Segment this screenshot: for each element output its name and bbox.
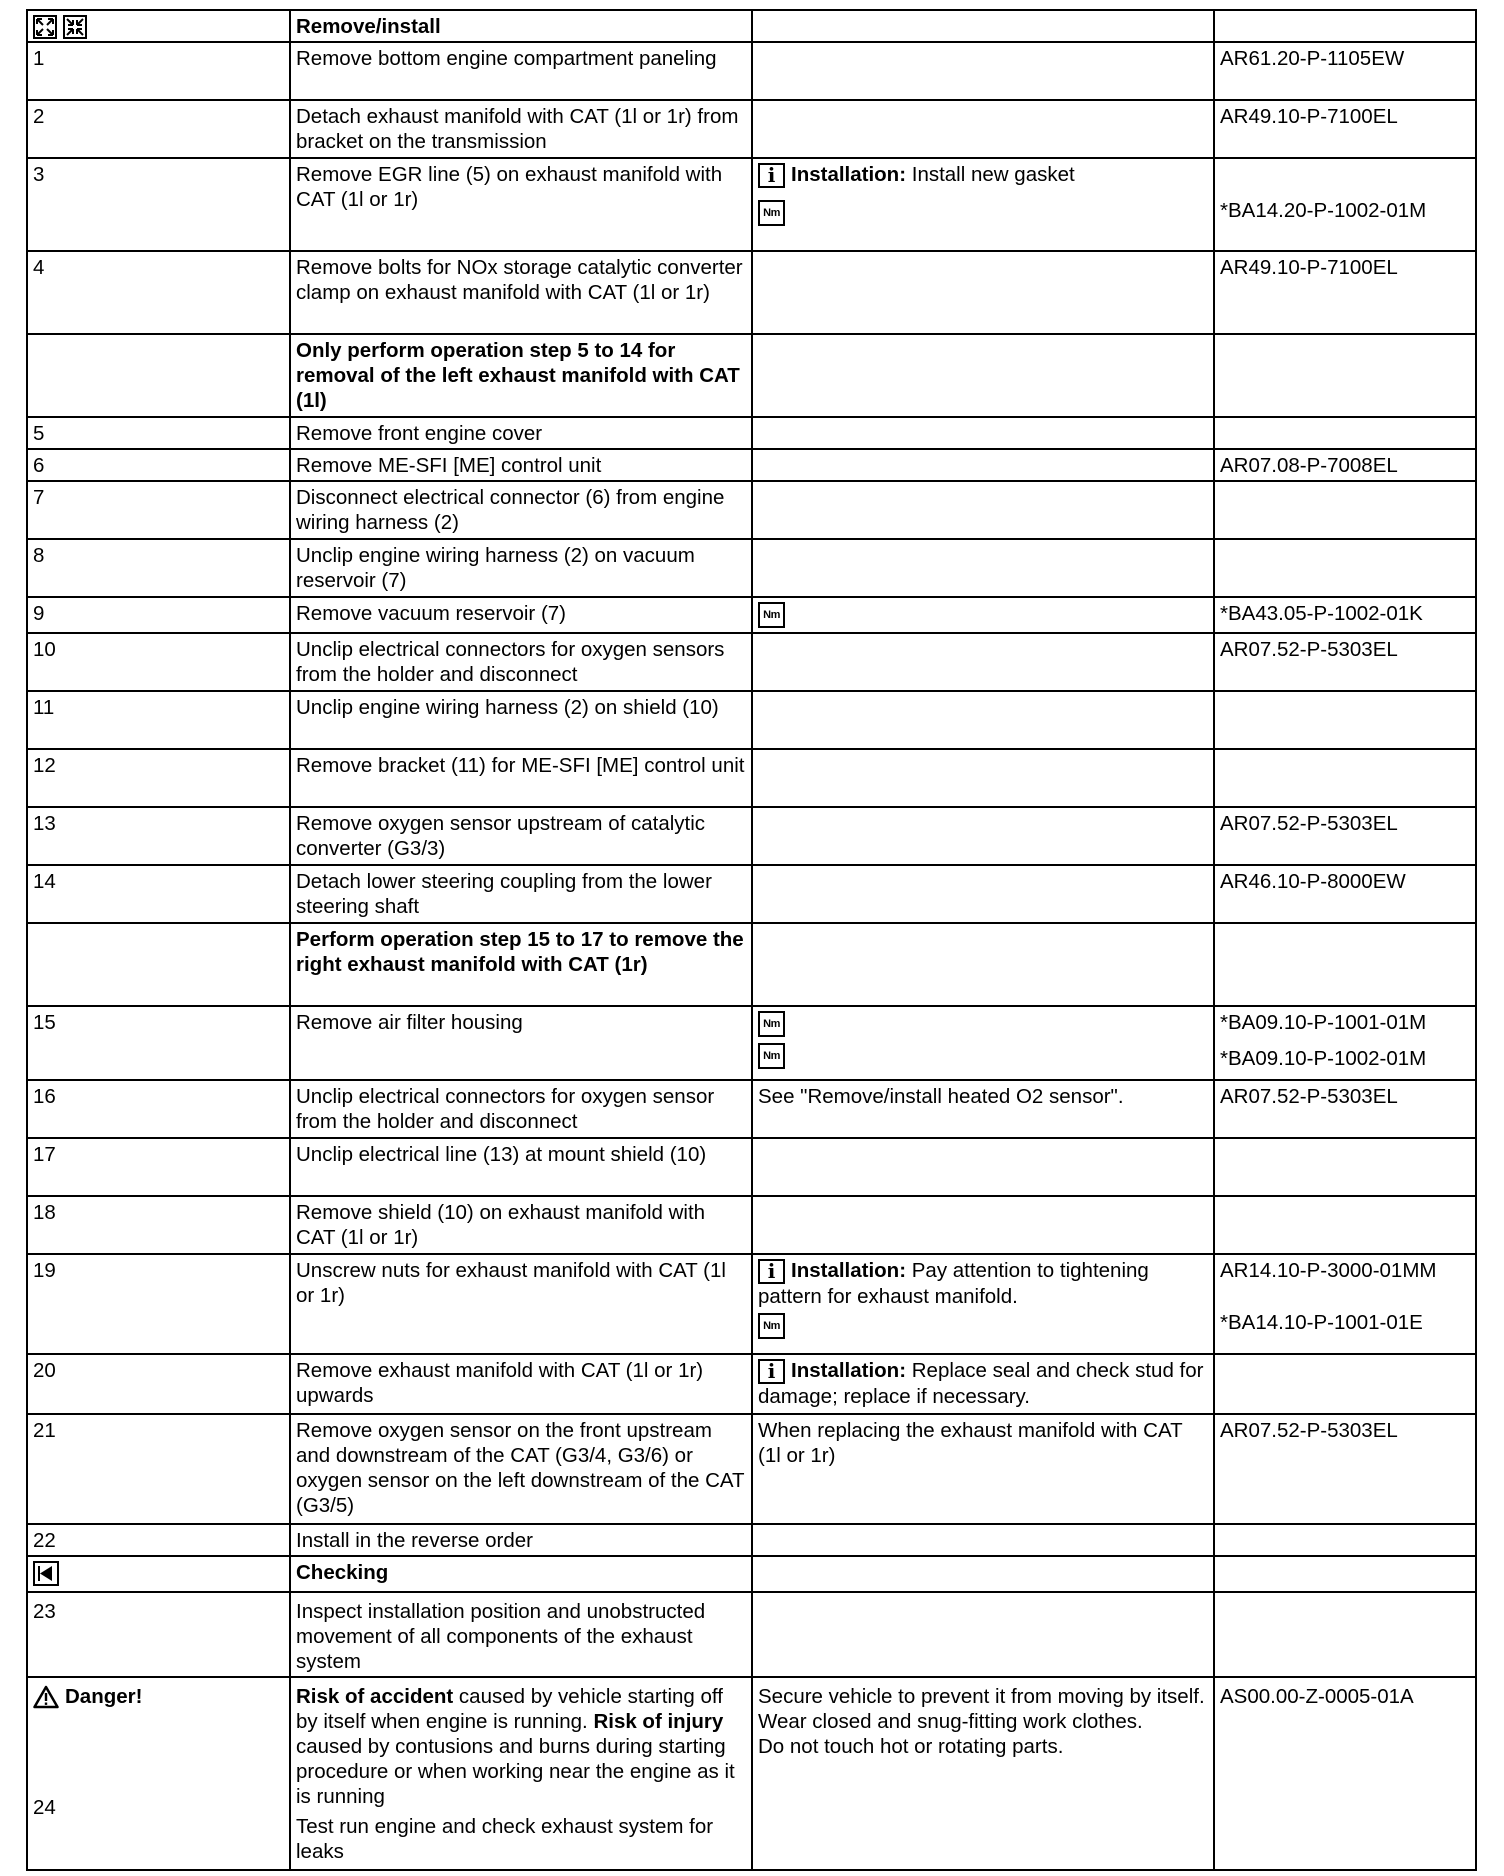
step-note xyxy=(752,1354,1214,1414)
step-action: Remove exhaust manifold with CAT (1l or 1r) upwards xyxy=(290,1354,752,1414)
step-reference-link[interactable]: AR49.10-P-7100EL xyxy=(1214,100,1476,158)
table-row xyxy=(27,481,1476,539)
collapse-icon[interactable] xyxy=(63,15,87,39)
step-note xyxy=(752,1138,1214,1196)
step-note xyxy=(752,42,1214,100)
step-note xyxy=(752,1592,1214,1677)
header-icons-cell xyxy=(27,10,290,42)
table-row xyxy=(27,1592,1476,1677)
torque-nm-icon[interactable]: Nm xyxy=(758,602,785,628)
table-row xyxy=(27,633,1476,691)
step-action: Remove bolts for NOx storage catalytic converter clamp on exhaust manifold with CAT (1l or 1r) xyxy=(290,251,752,334)
step-reference-link[interactable]: AR07.52-P-5303EL xyxy=(1214,1414,1476,1524)
table-row xyxy=(27,1524,1476,1556)
step-number: 11 xyxy=(27,691,290,749)
header-empty-cell xyxy=(1214,10,1476,42)
step-reference-cell xyxy=(1214,1196,1476,1254)
table-row xyxy=(27,539,1476,597)
checking-empty-cell xyxy=(752,1556,1214,1592)
step-action: Unclip engine wiring harness (2) on shield (10) xyxy=(290,691,752,749)
installation-text: Pay attention to tightening pattern for exhaust manifold. xyxy=(758,1259,1149,1309)
step-action: Unclip electrical connectors for oxygen sensors from the holder and disconnect xyxy=(290,633,752,691)
step-action: Remove bottom engine compartment paneling xyxy=(290,42,752,100)
step-note xyxy=(752,1006,1214,1080)
step-action: Test run engine and check exhaust system for leaks xyxy=(296,1815,714,1863)
table-row xyxy=(27,251,1476,334)
step-reference-cell xyxy=(1214,417,1476,449)
step-number: 22 xyxy=(27,1524,290,1556)
step-number: 17 xyxy=(27,1138,290,1196)
table-row xyxy=(27,417,1476,449)
table-row xyxy=(27,158,1476,251)
step-note: See "Remove/install heated O2 sensor". xyxy=(752,1080,1214,1138)
step-number: 20 xyxy=(27,1354,290,1414)
section-empty-cell xyxy=(752,334,1214,417)
measure-hot-parts: Do not touch hot or rotating parts. xyxy=(758,1735,1064,1758)
step-action: Remove ME-SFI [ME] control unit xyxy=(290,449,752,481)
step-reference-cell xyxy=(1214,1138,1476,1196)
step-number: 5 xyxy=(27,417,290,449)
table-row xyxy=(27,865,1476,923)
header-title: Remove/install xyxy=(290,10,752,42)
step-reference-link[interactable]: *BA14.10-P-1001-01E xyxy=(1220,1311,1423,1334)
section-heading: Perform operation step 15 to 17 to remove the right exhaust manifold with CAT (1r) xyxy=(290,923,752,1006)
installation-label: Installation: xyxy=(791,163,907,186)
section-empty-cell xyxy=(1214,334,1476,417)
step-note xyxy=(752,1196,1214,1254)
section-empty-cell xyxy=(752,923,1214,1006)
step-action: Unclip engine wiring harness (2) on vacuum reservoir (7) xyxy=(290,539,752,597)
step-reference-link[interactable]: AR61.20-P-1105EW xyxy=(1214,42,1476,100)
step-note xyxy=(752,100,1214,158)
back-arrow-icon[interactable] xyxy=(33,1561,59,1586)
step-action: Remove vacuum reservoir (7) xyxy=(290,597,752,633)
torque-nm-icon[interactable]: Nm xyxy=(758,1313,785,1339)
step-note xyxy=(752,633,1214,691)
step-number: 3 xyxy=(27,158,290,251)
step-number: 19 xyxy=(27,1254,290,1354)
torque-nm-icon[interactable]: Nm xyxy=(758,200,785,226)
step-note xyxy=(752,158,1214,251)
step-number: 6 xyxy=(27,449,290,481)
checking-row xyxy=(27,1556,1476,1592)
checking-empty-cell xyxy=(1214,1556,1476,1592)
step-note xyxy=(752,539,1214,597)
step-reference-link[interactable]: *BA43.05-P-1002-01K xyxy=(1214,597,1476,633)
step-number: 10 xyxy=(27,633,290,691)
danger-cell xyxy=(27,1677,290,1870)
step-number: 18 xyxy=(27,1196,290,1254)
step-note xyxy=(752,251,1214,334)
table-row xyxy=(27,100,1476,158)
step-action: Remove EGR line (5) on exhaust manifold with CAT (1l or 1r) xyxy=(290,158,752,251)
step-action: Disconnect electrical connector (6) from engine wiring harness (2) xyxy=(290,481,752,539)
step-reference-cell xyxy=(1214,1254,1476,1354)
step-note xyxy=(752,1254,1214,1354)
risk-injury-label: Risk of injury xyxy=(593,1710,724,1733)
step-reference-cell xyxy=(1214,1592,1476,1677)
risk-accident-text: caused by vehicle starting off by itself when engine is running. xyxy=(296,1685,723,1733)
section-heading: Only perform operation step 5 to 14 for removal of the left exhaust manifold with CAT (1l) xyxy=(290,334,752,417)
step-note xyxy=(752,749,1214,807)
table-row xyxy=(27,807,1476,865)
step-action: Install in the reverse order xyxy=(290,1524,752,1556)
danger-reference-link[interactable]: AS00.00-Z-0005-01A xyxy=(1214,1677,1476,1870)
step-number: 2 xyxy=(27,100,290,158)
installation-text: Replace seal and check stud for damage; replace if necessary. xyxy=(758,1359,1204,1409)
step-reference-link[interactable]: AR46.10-P-8000EW xyxy=(1214,865,1476,923)
danger-description xyxy=(290,1677,752,1870)
table-row xyxy=(27,691,1476,749)
step-action: Detach lower steering coupling from the lower steering shaft xyxy=(290,865,752,923)
step-reference-cell xyxy=(1214,1524,1476,1556)
step-reference-link[interactable]: AR07.52-P-5303EL xyxy=(1214,807,1476,865)
installation-label: Installation: xyxy=(791,1259,907,1282)
step-number: 13 xyxy=(27,807,290,865)
table-row xyxy=(27,597,1476,633)
table-row xyxy=(27,449,1476,481)
table-row xyxy=(27,1080,1476,1138)
info-icon: i xyxy=(758,1259,785,1284)
measure-secure-vehicle: Secure vehicle to prevent it from moving by itself. xyxy=(758,1685,1205,1708)
table-row xyxy=(27,42,1476,100)
step-number: 24 xyxy=(33,1795,56,1819)
step-note xyxy=(752,481,1214,539)
step-number: 9 xyxy=(27,597,290,633)
step-number: 15 xyxy=(27,1006,290,1080)
table-row xyxy=(27,1196,1476,1254)
step-reference-link[interactable]: *BA09.10-P-1001-01M xyxy=(1220,1011,1427,1034)
step-action: Remove front engine cover xyxy=(290,417,752,449)
table-row xyxy=(27,1414,1476,1524)
installation-label: Installation: xyxy=(791,1359,907,1382)
section-empty-cell xyxy=(27,334,290,417)
danger-label: Danger! xyxy=(65,1685,143,1708)
table-row xyxy=(27,749,1476,807)
step-action: Remove air filter housing xyxy=(290,1006,752,1080)
table-row xyxy=(27,1254,1476,1354)
info-icon: i xyxy=(758,1359,785,1384)
procedure-table xyxy=(26,9,1477,1871)
step-reference-link[interactable]: *BA14.20-P-1002-01M xyxy=(1220,199,1427,222)
warning-triangle-icon xyxy=(33,1685,59,1709)
step-action: Remove bracket (11) for ME-SFI [ME] control unit xyxy=(290,749,752,807)
step-note xyxy=(752,807,1214,865)
step-action: Remove oxygen sensor on the front upstream and downstream of the CAT (G3/4, G3/6) or oxygen sensor on the left downstream of the CAT (G3/5) xyxy=(290,1414,752,1524)
step-note: When replacing the exhaust manifold with CAT (1l or 1r) xyxy=(752,1414,1214,1524)
step-reference-cell xyxy=(1214,1006,1476,1080)
section-row xyxy=(27,334,1476,417)
step-note xyxy=(752,597,1214,633)
step-note xyxy=(752,1524,1214,1556)
measure-work-clothes: Wear closed and snug-fitting work clothes. xyxy=(758,1710,1143,1733)
step-reference-cell xyxy=(1214,481,1476,539)
step-note xyxy=(752,417,1214,449)
table-row xyxy=(27,1354,1476,1414)
step-reference-link[interactable]: AR07.08-P-7008EL xyxy=(1214,449,1476,481)
step-reference-cell xyxy=(1214,691,1476,749)
step-number: 21 xyxy=(27,1414,290,1524)
step-reference-link[interactable]: *BA09.10-P-1002-01M xyxy=(1220,1047,1427,1070)
step-action: Remove oxygen sensor upstream of catalytic converter (G3/3) xyxy=(290,807,752,865)
step-number: 14 xyxy=(27,865,290,923)
installation-text: Install new gasket xyxy=(906,163,1075,186)
step-note xyxy=(752,691,1214,749)
step-number: 16 xyxy=(27,1080,290,1138)
step-number: 7 xyxy=(27,481,290,539)
step-reference-cell xyxy=(1214,1354,1476,1414)
section-empty-cell xyxy=(1214,923,1476,1006)
step-number: 8 xyxy=(27,539,290,597)
step-action: Remove shield (10) on exhaust manifold with CAT (1l or 1r) xyxy=(290,1196,752,1254)
risk-injury-text: caused by contusions and burns during starting procedure or when working near the engine as it is running xyxy=(296,1735,735,1808)
step-reference-link[interactable]: AR07.52-P-5303EL xyxy=(1214,1080,1476,1138)
step-action: Unscrew nuts for exhaust manifold with CAT (1l or 1r) xyxy=(290,1254,752,1354)
step-note xyxy=(752,449,1214,481)
header-row xyxy=(27,10,1476,42)
expand-icon[interactable] xyxy=(33,15,57,39)
section-empty-cell xyxy=(27,923,290,1006)
step-number: 23 xyxy=(27,1592,290,1677)
step-action: Unclip electrical line (13) at mount shield (10) xyxy=(290,1138,752,1196)
step-reference-cell xyxy=(1214,749,1476,807)
step-reference-cell xyxy=(1214,158,1476,251)
table-row xyxy=(27,1138,1476,1196)
step-number: 4 xyxy=(27,251,290,334)
step-number: 1 xyxy=(27,42,290,100)
torque-nm-icon[interactable]: Nm xyxy=(758,1011,785,1037)
step-reference-link[interactable]: AR14.10-P-3000-01MM xyxy=(1220,1259,1437,1282)
section-row xyxy=(27,923,1476,1006)
step-number: 12 xyxy=(27,749,290,807)
danger-measures xyxy=(752,1677,1214,1870)
risk-accident-label: Risk of accident xyxy=(296,1685,454,1708)
header-empty-cell xyxy=(752,10,1214,42)
info-icon: i xyxy=(758,163,785,188)
checking-heading: Checking xyxy=(290,1556,752,1592)
step-action: Unclip electrical connectors for oxygen sensor from the holder and disconnect xyxy=(290,1080,752,1138)
step-reference-link[interactable]: AR49.10-P-7100EL xyxy=(1214,251,1476,334)
torque-nm-icon[interactable]: Nm xyxy=(758,1043,785,1069)
step-action: Inspect installation position and unobstructed movement of all components of the exhaust system xyxy=(290,1592,752,1677)
danger-row xyxy=(27,1677,1476,1870)
table-row xyxy=(27,1006,1476,1080)
checking-icon-cell xyxy=(27,1556,290,1592)
step-note xyxy=(752,865,1214,923)
step-reference-cell xyxy=(1214,539,1476,597)
step-action: Detach exhaust manifold with CAT (1l or 1r) from bracket on the transmission xyxy=(290,100,752,158)
step-reference-link[interactable]: AR07.52-P-5303EL xyxy=(1214,633,1476,691)
